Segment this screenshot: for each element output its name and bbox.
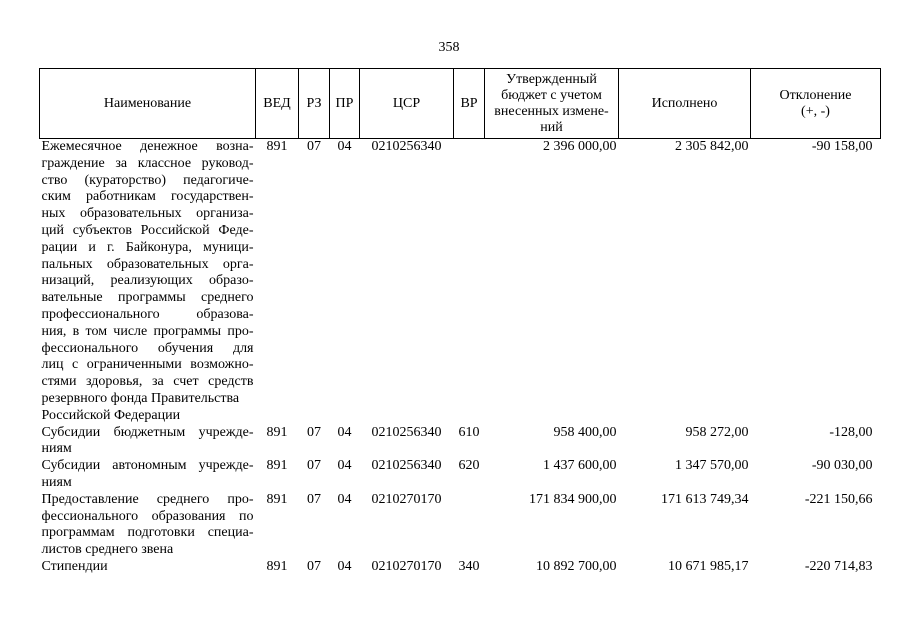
row-name-line: программам подготовки специа- [41,525,254,541]
row-name-line: низаций, реализующих образо- [41,273,254,289]
row-name [40,458,256,492]
header-budget-line: бюджет с учетом [501,87,602,103]
header-rz: РЗ [299,69,330,139]
header-csr: ЦСР [360,69,454,139]
row-ved: 891 [266,458,288,474]
table-row [40,492,881,559]
row-name-line: стями здоровья, за счет средств [41,374,254,390]
header-deviation-line: Отклонение [779,87,852,103]
row-name [40,559,256,576]
row-executed: 10 671 985,17 [668,558,749,574]
row-rz: 07 [307,558,321,574]
row-ved: 891 [266,558,288,574]
table-row [40,559,881,576]
header-budget-line: ний [540,119,563,135]
row-rz: 07 [307,139,321,154]
row-csr: 0210256340 [371,458,442,474]
budget-table [39,68,881,576]
row-name-line: Субсидии бюджетным учрежде- [41,424,254,440]
row-name-line: фессионального образования по [41,508,254,524]
row-pr: 04 [337,491,352,507]
row-pr: 04 [337,139,352,154]
row-rz: 07 [307,424,321,440]
row-budget: 1 437 600,00 [543,458,617,474]
header-budget-line: Утвержденный [506,71,597,87]
row-pr: 04 [337,458,352,474]
row-name-line: Субсидии автономным учрежде- [41,458,254,474]
row-name-line: вательные программы среднего [41,290,254,306]
header-budget [485,69,619,139]
header-executed: Исполнено [619,69,751,139]
row-csr: 0210270170 [371,558,442,574]
header-row [40,69,881,139]
row-deviation: -90 158,00 [811,139,873,154]
header-deviation [751,69,881,139]
row-vr [454,492,485,559]
header-deviation-line: (+, -) [801,103,830,119]
row-csr: 0210256340 [371,424,442,440]
row-name-line: профессионального образова- [41,306,254,322]
row-executed: 2 305 842,00 [675,139,749,154]
row-name-line: Предоставление среднего про- [41,491,254,507]
row-name-line: ниям [41,441,72,457]
row-csr: 0210270170 [371,491,442,507]
row-name-line: лиц с ограниченными возможно- [41,357,254,373]
row-deviation: -128,00 [829,424,873,440]
page-number: 358 [438,40,460,55]
header-ved: ВЕД [256,69,299,139]
row-name-line: листов среднего звена [41,542,174,558]
row-pr: 04 [337,558,352,574]
row-pr: 04 [337,424,352,440]
row-name-line: Российской Федерации [41,407,181,423]
row-budget: 958 400,00 [553,424,617,440]
row-vr: 340 [458,558,480,574]
header-budget-line: внесенных измене- [494,103,609,119]
row-name [40,139,256,425]
row-budget: 10 892 700,00 [536,558,617,574]
row-deviation: -221 150,66 [804,491,873,507]
row-executed: 958 272,00 [685,424,749,440]
row-vr: 610 [458,424,480,440]
row-csr: 0210256340 [371,139,442,154]
row-name-line: фессионального обучения для [41,340,254,356]
row-name-line: пальных образовательных орга- [41,256,254,272]
row-name-line: граждение за классное руковод- [41,155,254,171]
row-vr [454,139,485,425]
row-ved: 891 [266,491,288,507]
row-name-line: ния, в том числе программы про- [41,323,254,339]
row-ved: 891 [266,424,288,440]
header-vr: ВР [454,69,485,139]
row-executed: 171 613 749,34 [661,491,749,507]
row-ved: 891 [266,139,288,154]
row-rz: 07 [307,458,321,474]
row-rz: 07 [307,491,321,507]
row-name-line: ций субъектов Российской Феде- [41,222,254,238]
row-name-line: ским работникам государствен- [41,189,254,205]
row-executed: 1 347 570,00 [675,458,749,474]
row-budget: 171 834 900,00 [529,491,617,507]
row-name-line: ных образовательных организа- [41,206,254,222]
row-name [40,492,256,559]
row-vr: 620 [458,458,480,474]
header-name: Наименование [40,69,256,139]
row-deviation: -90 030,00 [811,458,873,474]
row-name-line: Стипендии [41,558,108,574]
row-name [40,425,256,459]
row-budget: 2 396 000,00 [543,139,617,154]
table-row [40,458,881,492]
table-row [40,425,881,459]
row-deviation: -220 714,83 [804,558,873,574]
table-row [40,139,881,425]
row-name-line: рации и г. Байконура, муници- [41,239,254,255]
row-name-line: Ежемесячное денежное возна- [41,139,254,154]
row-name-line: ство (кураторство) педагогиче- [41,172,254,188]
row-name-line: резервного фонда Правительства [41,390,240,406]
row-name-line: ниям [41,474,72,490]
header-pr: ПР [330,69,360,139]
